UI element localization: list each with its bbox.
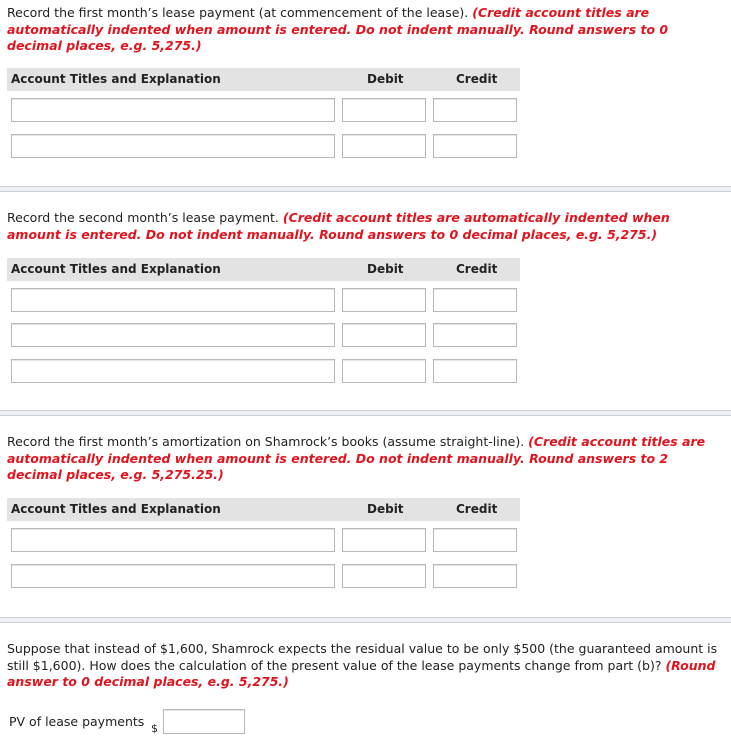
section-divider [0, 186, 731, 192]
credit-header: Credit [456, 502, 498, 516]
debit-header: Debit [367, 502, 404, 516]
debit-input[interactable] [342, 98, 426, 122]
account-input[interactable] [11, 288, 335, 312]
debit-input[interactable] [342, 359, 426, 383]
credit-input[interactable] [433, 359, 517, 383]
section-divider [0, 410, 731, 416]
credit-header: Credit [456, 72, 498, 86]
debit-input[interactable] [342, 288, 426, 312]
section-divider [0, 617, 731, 623]
account-header: Account Titles and Explanation [11, 262, 221, 276]
question-4-note: (Round answer to 0 decimal places, e.g. 5,275.) [7, 657, 716, 689]
account-input[interactable] [11, 528, 335, 552]
account-header: Account Titles and Explanation [11, 72, 221, 86]
account-input[interactable] [11, 134, 335, 158]
credit-header: Credit [456, 262, 498, 276]
account-input[interactable] [11, 323, 335, 347]
question-2-instruction: Record the second month’s lease payment. [7, 210, 279, 225]
question-1-instruction: Record the first month’s lease payment (at commencement of the lease). [7, 5, 469, 20]
journal-table-header-2 [7, 258, 520, 281]
debit-header: Debit [367, 262, 404, 276]
question-3-instruction: Record the first month’s amortization on Shamrock’s books (assume straight-line). [7, 434, 525, 449]
account-input[interactable] [11, 98, 335, 122]
question-4-instruction: Suppose that instead of $1,600, Shamrock expects the residual value to be only $500 (the guaranteed amount is still $1,600). How does the calculation of the present value of the lease payments change from part (b)? [7, 641, 718, 673]
question-1-text [7, 5, 725, 55]
credit-input[interactable] [433, 564, 517, 588]
account-input[interactable] [11, 564, 335, 588]
question-2-note: (Credit account titles are automatically indented when amount is entered. Do not indent manually. Round answers to 0 decimal places, e.g. 5,275.) [7, 210, 670, 242]
journal-table-header-1 [7, 68, 520, 91]
pv-input[interactable] [163, 709, 245, 734]
journal-table-header-3 [7, 498, 520, 521]
debit-input[interactable] [342, 134, 426, 158]
debit-input[interactable] [342, 323, 426, 347]
credit-input[interactable] [433, 323, 517, 347]
account-input[interactable] [11, 359, 335, 383]
currency-symbol: $ [151, 722, 158, 735]
account-header: Account Titles and Explanation [11, 502, 221, 516]
question-2-text [7, 210, 725, 243]
question-1-note: (Credit account titles are automatically indented when amount is entered. Do not indent manually. Round answers to 0 decimal places, e.g. 5,275.) [7, 5, 669, 53]
credit-input[interactable] [433, 528, 517, 552]
credit-input[interactable] [433, 134, 517, 158]
debit-input[interactable] [342, 528, 426, 552]
pv-label: PV of lease payments [9, 714, 145, 729]
question-3-note: (Credit account titles are automatically indented when amount is entered. Do not indent manually. Round answers to 2 decimal places, e.g. 5,275.25.) [7, 434, 706, 482]
credit-input[interactable] [433, 288, 517, 312]
debit-input[interactable] [342, 564, 426, 588]
debit-header: Debit [367, 72, 404, 86]
question-4-text [7, 641, 725, 691]
credit-input[interactable] [433, 98, 517, 122]
question-3-text [7, 434, 725, 484]
